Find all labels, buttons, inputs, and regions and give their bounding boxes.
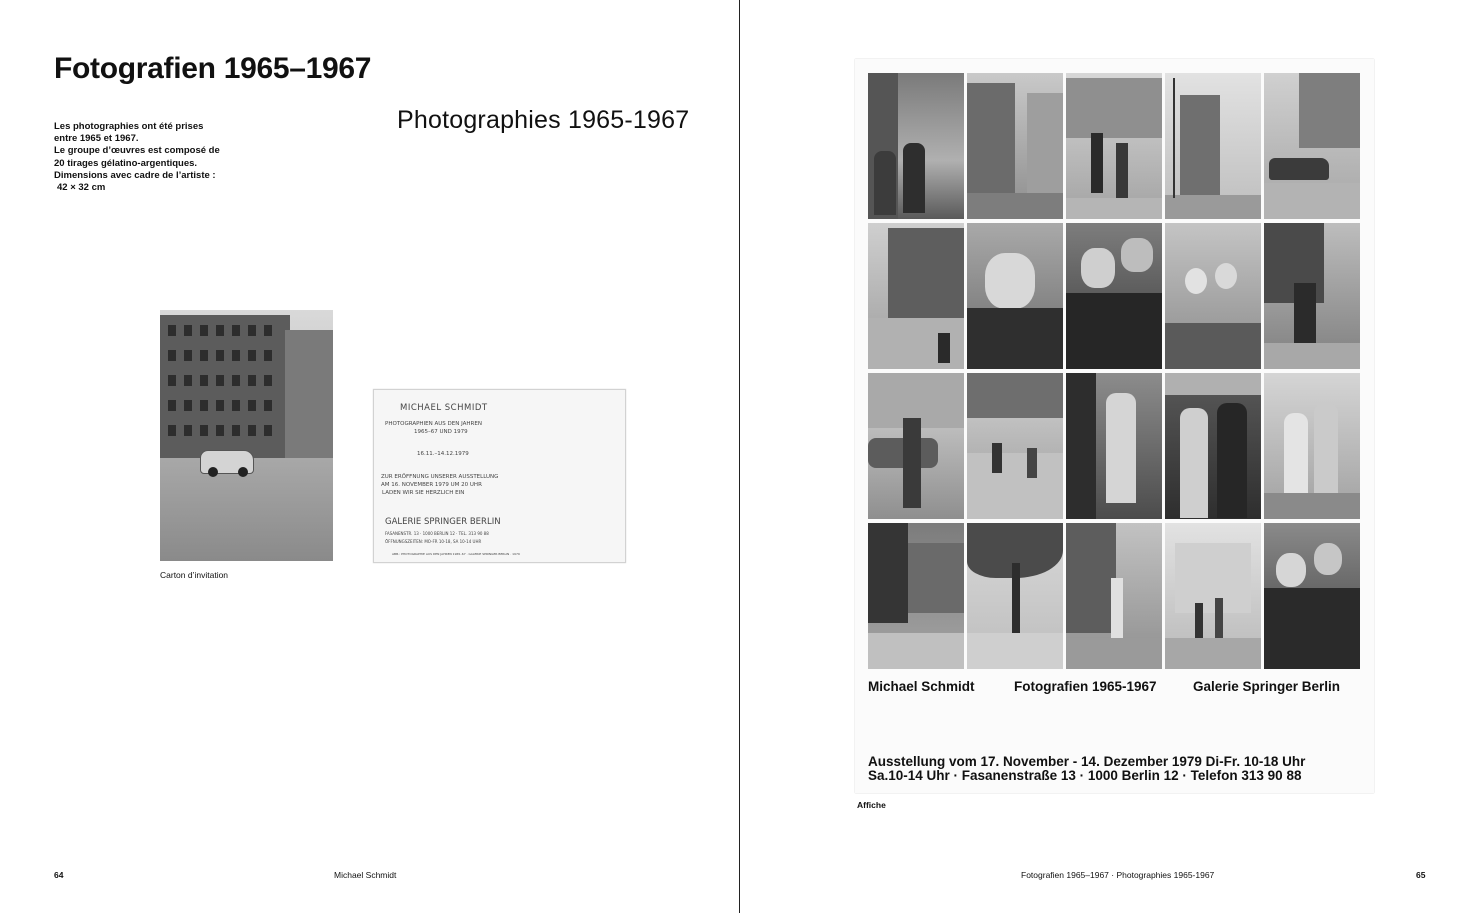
card-line: PHOTOGRAPHIEN AUS DEN JAHREN xyxy=(385,421,482,427)
description-line: Dimensions avec cadre de l’artiste : xyxy=(54,169,216,181)
poster-photo xyxy=(868,523,964,669)
footer-title: Fotografien 1965–1967 · Photographies 1965-1967 xyxy=(1021,870,1215,880)
poster-title: Fotografien 1965-1967 xyxy=(1014,679,1157,694)
poster-photo xyxy=(967,523,1063,669)
page-title-french: Photographies 1965-1967 xyxy=(397,106,690,134)
card-dates: 16.11.–14.12.1979 xyxy=(417,451,469,457)
exhibition-poster xyxy=(855,59,1374,793)
description-line: Les photographies ont été prises xyxy=(54,121,204,132)
description-line: 20 tirages gélatino-argentiques. xyxy=(54,157,198,169)
poster-photo xyxy=(1165,73,1261,219)
card-fine-print: ABB.: PHOTOGRAPHIE AUS DEN JAHREN 1965–67 · GALERIE SPRINGER BERLIN · 1979 xyxy=(392,552,520,556)
poster-photo xyxy=(868,223,964,369)
card-name: MICHAEL SCHMIDT xyxy=(400,403,488,413)
description-line: entre 1965 et 1967. xyxy=(54,133,139,145)
poster-artist: Michael Schmidt xyxy=(868,679,975,694)
footer-author: Michael Schmidt xyxy=(334,870,397,880)
invitation-photo xyxy=(160,310,333,561)
poster-photo xyxy=(1066,73,1162,219)
poster-photo xyxy=(1264,73,1360,219)
poster-photo xyxy=(1264,373,1360,519)
poster-photo-grid xyxy=(868,73,1361,671)
poster-photo xyxy=(868,73,964,219)
poster-photo xyxy=(1066,523,1162,669)
poster-photo xyxy=(967,73,1063,219)
card-hours: ÖFFNUNGSZEITEN: MO-FR 10-18, SA 10-14 UHR xyxy=(385,539,482,544)
poster-photo xyxy=(1165,523,1261,669)
poster-photo xyxy=(967,223,1063,369)
poster-photo xyxy=(1165,223,1261,369)
work-description xyxy=(54,121,254,194)
card-gallery: GALERIE SPRINGER BERLIN xyxy=(385,517,501,527)
card-line: 1965–67 UND 1979 xyxy=(414,429,468,435)
poster-photo xyxy=(1066,223,1162,369)
poster-photo xyxy=(868,373,964,519)
poster-photo xyxy=(1264,223,1360,369)
poster-photo xyxy=(1066,373,1162,519)
description-line: 42 × 32 cm xyxy=(57,182,106,194)
poster-photo xyxy=(1264,523,1360,669)
card-line: LADEN WIR SIE HERZLICH EIN xyxy=(382,490,465,496)
invitation-card xyxy=(373,389,626,563)
poster-caption: Affiche xyxy=(857,800,886,810)
page-number-left: 64 xyxy=(54,870,64,880)
poster-address: Sa.10-14 Uhr · Fasanenstraße 13 · 1000 Berlin 12 · Telefon 313 90 88 xyxy=(868,768,1302,783)
poster-photo xyxy=(967,373,1063,519)
card-line: AM 16. NOVEMBER 1979 UM 20 UHR xyxy=(381,482,482,488)
poster-exhibition-dates: Ausstellung vom 17. November - 14. Dezember 1979 Di-Fr. 10-18 Uhr xyxy=(868,754,1306,769)
book-spine xyxy=(739,0,740,913)
card-line: ZUR ERÖFFNUNG UNSERER AUSSTELLUNG xyxy=(381,474,499,480)
poster-photo xyxy=(1165,373,1261,519)
page-title: Fotografien 1965–1967 xyxy=(54,52,372,85)
poster-gallery: Galerie Springer Berlin xyxy=(1193,679,1341,694)
photo-caption: Carton d’invitation xyxy=(160,570,229,580)
page-number-right: 65 xyxy=(1416,870,1426,880)
card-address: FASANENSTR. 13 · 1000 BERLIN 12 · TEL. 313 90 88 xyxy=(385,531,489,536)
description-line: Le groupe d’œuvres est composé de xyxy=(54,145,220,157)
